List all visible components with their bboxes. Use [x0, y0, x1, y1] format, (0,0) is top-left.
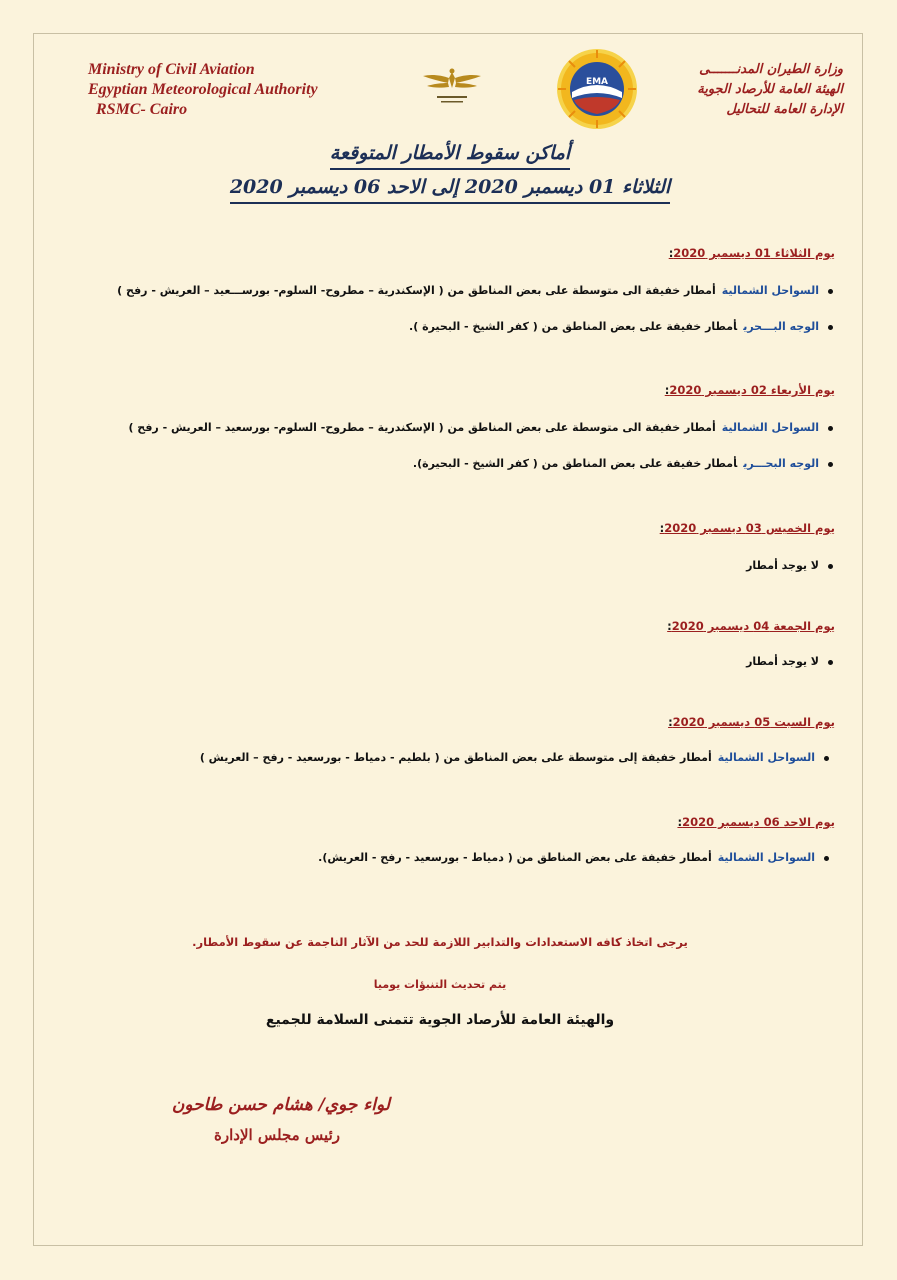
header-ar-line-2: الهيئة العامة للأرصاد الجوية: [697, 82, 843, 97]
daily-update-text: يتم تحديث التنبؤات يوميا: [373, 978, 507, 991]
signature-block: [120, 1090, 390, 1150]
forecast-text: أمطار خفيفة الى متوسطة على بعض المناطق من ( الإسكندرية – مطروح- السلوم- بورسعيد – العريش - رفح ): [128, 421, 716, 434]
forecast-item: [73, 419, 833, 437]
title-main: أماكن سقوط الأمطار المتوقعة: [330, 138, 570, 170]
header-ar-line-1: وزارة الطيران المدنـــــــى: [699, 62, 843, 77]
day-section-6: [73, 815, 833, 867]
bullet-icon: [828, 325, 833, 330]
day-section-4: [73, 619, 833, 671]
region-label: الوجه البـــحري: [743, 320, 819, 333]
forecast-text: أمطار خفيفة على بعض المناطق من ( كفر الشيخ - البحيرة ).: [409, 320, 738, 333]
forecast-text: أمطار خفيفة على بعض المناطق من ( كفر الشيخ - البحيرة).: [412, 457, 738, 470]
region-label: السواحل الشمالية: [721, 284, 819, 297]
region-label: الوجه البحـــري: [743, 457, 819, 470]
forecast-item: [73, 557, 833, 575]
bullet-icon: [828, 289, 833, 294]
day-section-2: [73, 383, 833, 473]
title-block: [120, 138, 780, 204]
civil-aviation-logo: [421, 66, 483, 110]
forecast-item: [73, 653, 833, 671]
header-ar-line-3: الإدارة العامة للتحاليل: [726, 102, 843, 117]
day-heading: يوم الجمعة 04 ديسمبر 2020:: [667, 619, 835, 633]
forecast-text: أمطار خفيفة على بعض المناطق من ( دمياط - بورسعيد - رفح - العريش).: [318, 851, 712, 864]
day-heading: يوم السبت 05 ديسمبر 2020:: [668, 715, 835, 729]
forecast-item: [73, 318, 833, 336]
signature-name: لواء جوي/ هشام حسن طاحون: [171, 1095, 390, 1115]
forecast-item: [73, 849, 833, 867]
header-arabic: [623, 60, 843, 120]
ema-logo-text: EMA: [585, 77, 609, 87]
forecast-item: [73, 455, 833, 473]
header-en-line-3: RSMC- Cairo: [96, 101, 188, 118]
advice-text: يرجى اتخاذ كافه الاستعدادات والتدابير اللازمة للحد من الآثار الناجمة عن سقوط الأمطار.: [192, 935, 688, 949]
day-heading: يوم الثلاثاء 01 ديسمبر 2020:: [668, 246, 835, 260]
day-heading: يوم الاحد 06 ديسمبر 2020:: [677, 815, 835, 829]
bullet-icon: [828, 564, 833, 569]
day-heading: يوم الخميس 03 ديسمبر 2020:: [659, 521, 835, 535]
bullet-icon: [828, 462, 833, 467]
day-heading: يوم الأربعاء 02 ديسمبر 2020:: [664, 383, 835, 397]
day-section-1: [73, 246, 833, 336]
bullet-icon: [828, 426, 833, 431]
header-en-line-1: Ministry of Civil Aviation: [88, 61, 255, 78]
bullet-icon: [824, 756, 829, 761]
day-section-5: [73, 715, 833, 767]
bullet-icon: [828, 660, 833, 665]
forecast-text: لا يوجد أمطار: [746, 655, 819, 668]
header-english: [88, 60, 388, 120]
forecast-text: أمطار خفيفة إلى متوسطة على بعض المناطق من ( بلطيم - دمياط - بورسعيد - رفح – العريش ): [199, 751, 712, 764]
forecast-text: لا يوجد أمطار: [746, 559, 819, 572]
title-date-range: الثلاثاء 01 ديسمبر 2020 إلى الاحد 06 ديسمبر 2020: [230, 172, 670, 204]
bullet-icon: [824, 856, 829, 861]
forecast-item: [73, 282, 833, 300]
day-section-3: [73, 521, 833, 575]
region-label: السواحل الشمالية: [721, 421, 819, 434]
region-label: السواحل الشمالية: [717, 851, 815, 864]
region-label: السواحل الشمالية: [717, 751, 815, 764]
forecast-item: [73, 749, 833, 767]
forecast-text: أمطار خفيفة الى متوسطة على بعض المناطق من ( الإسكندرية – مطروح- السلوم- بورســـعيد – العريش - رفح ): [117, 284, 716, 297]
signature-title: رئيس مجلس الإدارة: [214, 1126, 340, 1144]
safety-wish-text: والهيئة العامة للأرصاد الجوية تتمنى السلامة للجميع: [265, 1012, 615, 1028]
header-en-line-2: Egyptian Meteorological Authority: [88, 81, 318, 98]
